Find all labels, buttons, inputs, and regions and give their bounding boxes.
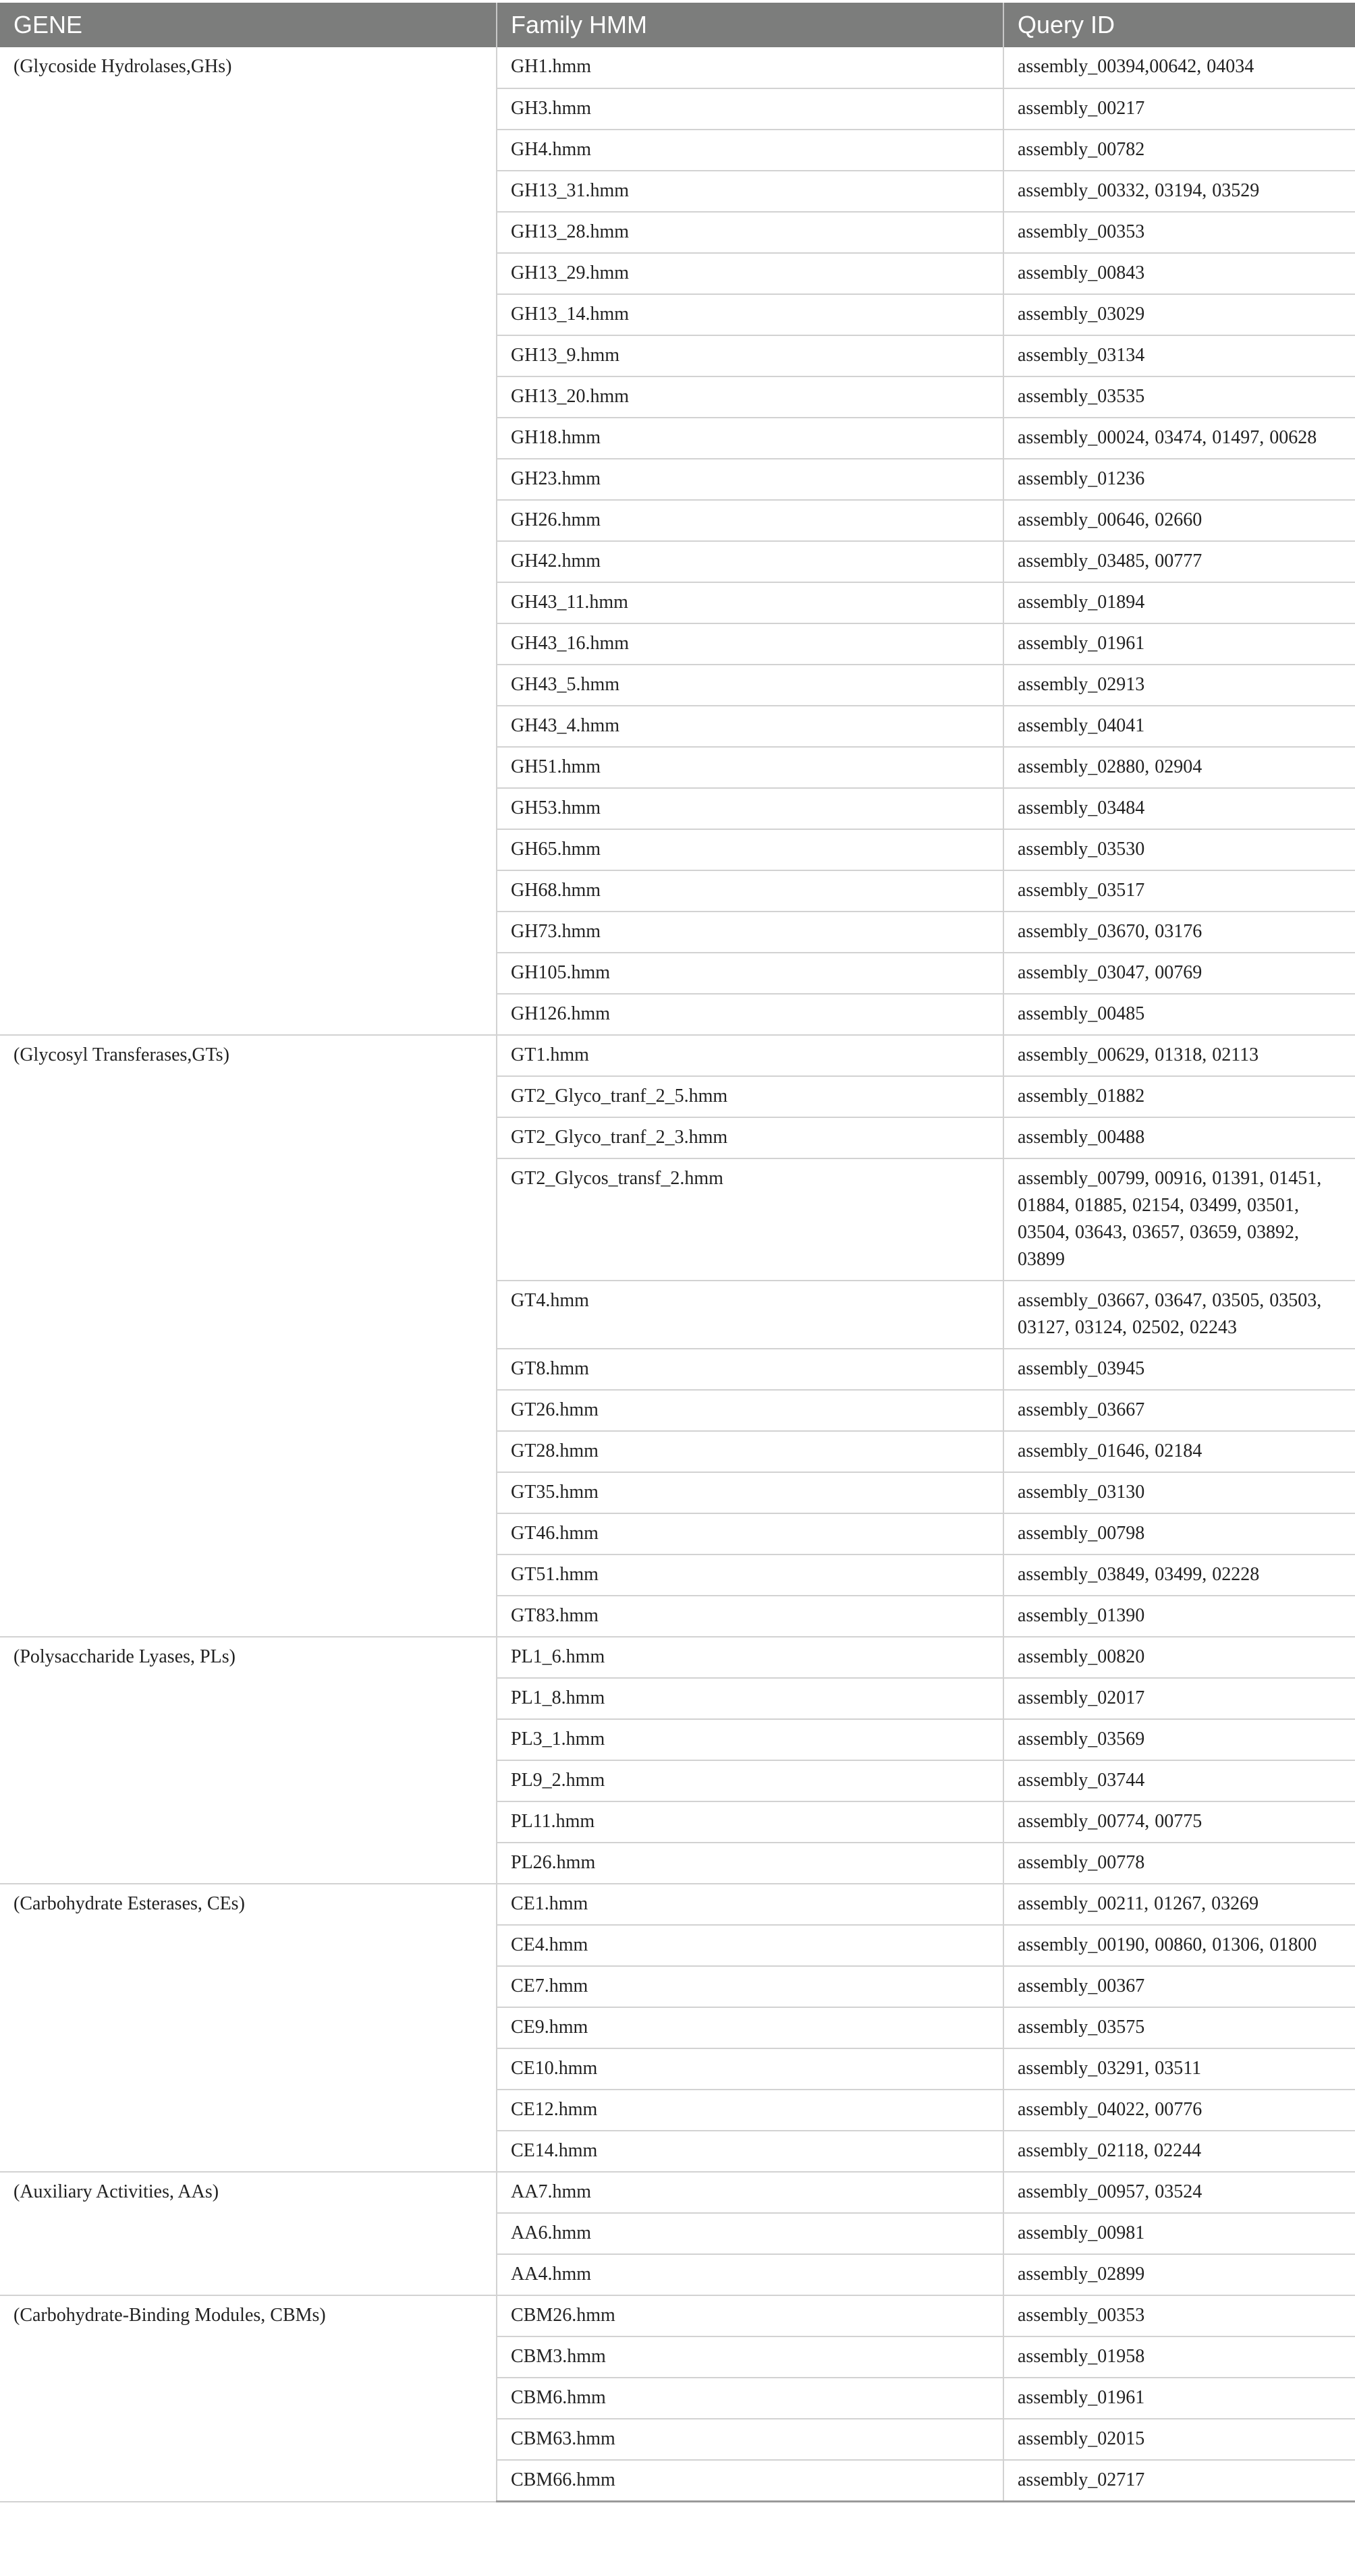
family-hmm-cell: CBM26.hmm — [497, 2295, 1003, 2336]
query-id-cell: assembly_00778 — [1003, 1843, 1355, 1884]
family-hmm-cell: GT4.hmm — [497, 1281, 1003, 1349]
family-hmm-cell: GT28.hmm — [497, 1431, 1003, 1472]
family-hmm-cell: GH13_28.hmm — [497, 212, 1003, 253]
query-id-cell: assembly_03130 — [1003, 1472, 1355, 1513]
gene-category-cell: (Auxiliary Activities, AAs) — [0, 2172, 497, 2295]
query-id-cell: assembly_03029 — [1003, 294, 1355, 335]
table-body — [0, 47, 1355, 2502]
family-hmm-cell: CBM3.hmm — [497, 2336, 1003, 2378]
family-hmm-cell: GH43_11.hmm — [497, 582, 1003, 623]
query-id-cell: assembly_03670, 03176 — [1003, 912, 1355, 953]
query-id-cell: assembly_02899 — [1003, 2254, 1355, 2295]
table-row — [0, 1637, 1355, 1678]
family-hmm-cell: PL11.hmm — [497, 1801, 1003, 1843]
query-id-cell: assembly_00820 — [1003, 1637, 1355, 1678]
header-row — [0, 3, 1355, 47]
family-hmm-cell: GH13_20.hmm — [497, 376, 1003, 418]
query-id-cell: assembly_00394,00642, 04034 — [1003, 47, 1355, 88]
family-hmm-cell: CE1.hmm — [497, 1884, 1003, 1925]
query-id-cell: assembly_01236 — [1003, 459, 1355, 500]
query-id-cell: assembly_00190, 00860, 01306, 01800 — [1003, 1925, 1355, 1966]
query-id-cell: assembly_03945 — [1003, 1349, 1355, 1390]
header-query-id: Query ID — [1003, 3, 1355, 47]
query-id-cell: assembly_03530 — [1003, 829, 1355, 870]
family-hmm-cell: GT46.hmm — [497, 1513, 1003, 1555]
gene-category-cell: (Polysaccharide Lyases, PLs) — [0, 1637, 497, 1884]
query-id-cell: assembly_00782 — [1003, 130, 1355, 171]
query-id-cell: assembly_00799, 00916, 01391, 01451, 01884, 01885, 02154, 03499, 03501, 03504, 03643, 03657, 03659, 03892, 03899 — [1003, 1158, 1355, 1281]
query-id-cell: assembly_02880, 02904 — [1003, 747, 1355, 788]
gene-category-cell: (Glycoside Hydrolases,GHs) — [0, 47, 497, 1035]
family-hmm-cell: CE4.hmm — [497, 1925, 1003, 1966]
family-hmm-cell: GH13_29.hmm — [497, 253, 1003, 294]
family-hmm-cell: GT2_Glyco_tranf_2_3.hmm — [497, 1117, 1003, 1158]
query-id-cell: assembly_00488 — [1003, 1117, 1355, 1158]
query-id-cell: assembly_01894 — [1003, 582, 1355, 623]
query-id-cell: assembly_00485 — [1003, 994, 1355, 1035]
family-hmm-cell: GT35.hmm — [497, 1472, 1003, 1513]
query-id-cell: assembly_03575 — [1003, 2007, 1355, 2048]
query-id-cell: assembly_03485, 00777 — [1003, 541, 1355, 582]
family-hmm-cell: GT51.hmm — [497, 1555, 1003, 1596]
query-id-cell: assembly_03517 — [1003, 870, 1355, 912]
family-hmm-cell: AA4.hmm — [497, 2254, 1003, 2295]
query-id-cell: assembly_03047, 00769 — [1003, 953, 1355, 994]
query-id-cell: assembly_01961 — [1003, 2378, 1355, 2419]
gene-category-cell: (Glycosyl Transferases,GTs) — [0, 1035, 497, 1637]
family-hmm-cell: AA7.hmm — [497, 2172, 1003, 2213]
gene-category-cell: (Carbohydrate-Binding Modules, CBMs) — [0, 2295, 497, 2502]
query-id-cell: assembly_00774, 00775 — [1003, 1801, 1355, 1843]
family-hmm-cell: GT2_Glycos_transf_2.hmm — [497, 1158, 1003, 1281]
query-id-cell: assembly_01958 — [1003, 2336, 1355, 2378]
header-gene: GENE — [0, 3, 497, 47]
family-hmm-cell: CE12.hmm — [497, 2090, 1003, 2131]
family-hmm-cell: GH53.hmm — [497, 788, 1003, 829]
family-hmm-cell: GT1.hmm — [497, 1035, 1003, 1076]
family-hmm-cell: CBM63.hmm — [497, 2419, 1003, 2460]
query-id-cell: assembly_00332, 03194, 03529 — [1003, 171, 1355, 212]
query-id-cell: assembly_02015 — [1003, 2419, 1355, 2460]
family-hmm-cell: GH65.hmm — [497, 829, 1003, 870]
family-hmm-cell: GH18.hmm — [497, 418, 1003, 459]
table-container — [0, 3, 1355, 2502]
query-id-cell: assembly_00024, 03474, 01497, 00628 — [1003, 418, 1355, 459]
query-id-cell: assembly_02017 — [1003, 1678, 1355, 1719]
query-id-cell: assembly_01390 — [1003, 1596, 1355, 1637]
family-hmm-cell: GT26.hmm — [497, 1390, 1003, 1431]
query-id-cell: assembly_00353 — [1003, 2295, 1355, 2336]
family-hmm-cell: PL3_1.hmm — [497, 1719, 1003, 1760]
family-hmm-cell: GT8.hmm — [497, 1349, 1003, 1390]
family-hmm-cell: PL1_8.hmm — [497, 1678, 1003, 1719]
family-hmm-cell: PL9_2.hmm — [497, 1760, 1003, 1801]
family-hmm-cell: AA6.hmm — [497, 2213, 1003, 2254]
query-id-cell: assembly_03291, 03511 — [1003, 2048, 1355, 2090]
query-id-cell: assembly_00957, 03524 — [1003, 2172, 1355, 2213]
query-id-cell: assembly_00646, 02660 — [1003, 500, 1355, 541]
query-id-cell: assembly_04022, 00776 — [1003, 2090, 1355, 2131]
table-header — [0, 3, 1355, 47]
family-hmm-cell: GH68.hmm — [497, 870, 1003, 912]
family-hmm-cell: CE7.hmm — [497, 1966, 1003, 2007]
table-row — [0, 1035, 1355, 1076]
family-hmm-cell: GH26.hmm — [497, 500, 1003, 541]
query-id-cell: assembly_00981 — [1003, 2213, 1355, 2254]
family-hmm-cell: PL1_6.hmm — [497, 1637, 1003, 1678]
family-hmm-cell: GH105.hmm — [497, 953, 1003, 994]
query-id-cell: assembly_00629, 01318, 02113 — [1003, 1035, 1355, 1076]
family-hmm-cell: GH4.hmm — [497, 130, 1003, 171]
family-hmm-cell: GH126.hmm — [497, 994, 1003, 1035]
query-id-cell: assembly_03134 — [1003, 335, 1355, 376]
query-id-cell: assembly_03849, 03499, 02228 — [1003, 1555, 1355, 1596]
family-hmm-cell: CE10.hmm — [497, 2048, 1003, 2090]
query-id-cell: assembly_02913 — [1003, 665, 1355, 706]
table-row — [0, 1884, 1355, 1925]
family-hmm-cell: CBM6.hmm — [497, 2378, 1003, 2419]
family-hmm-cell: GT2_Glyco_tranf_2_5.hmm — [497, 1076, 1003, 1117]
family-hmm-cell: GH51.hmm — [497, 747, 1003, 788]
family-hmm-cell: CE14.hmm — [497, 2131, 1003, 2172]
family-hmm-cell: GH73.hmm — [497, 912, 1003, 953]
family-hmm-cell: GH13_31.hmm — [497, 171, 1003, 212]
query-id-cell: assembly_00798 — [1003, 1513, 1355, 1555]
query-id-cell: assembly_03667 — [1003, 1390, 1355, 1431]
query-id-cell: assembly_02118, 02244 — [1003, 2131, 1355, 2172]
query-id-cell: assembly_00353 — [1003, 212, 1355, 253]
query-id-cell: assembly_01646, 02184 — [1003, 1431, 1355, 1472]
query-id-cell: assembly_03569 — [1003, 1719, 1355, 1760]
query-id-cell: assembly_02717 — [1003, 2460, 1355, 2502]
family-hmm-cell: CBM66.hmm — [497, 2460, 1003, 2502]
family-hmm-cell: GH23.hmm — [497, 459, 1003, 500]
query-id-cell: assembly_03667, 03647, 03505, 03503, 03127, 03124, 02502, 02243 — [1003, 1281, 1355, 1349]
family-hmm-cell: GH1.hmm — [497, 47, 1003, 88]
table-row — [0, 47, 1355, 88]
query-id-cell: assembly_03535 — [1003, 376, 1355, 418]
family-hmm-cell: GH13_9.hmm — [497, 335, 1003, 376]
query-id-cell: assembly_01882 — [1003, 1076, 1355, 1117]
query-id-cell: assembly_04041 — [1003, 706, 1355, 747]
header-family-hmm: Family HMM — [497, 3, 1003, 47]
query-id-cell: assembly_03484 — [1003, 788, 1355, 829]
family-hmm-cell: GH43_16.hmm — [497, 623, 1003, 665]
table-row — [0, 2295, 1355, 2336]
query-id-cell: assembly_00367 — [1003, 1966, 1355, 2007]
family-hmm-cell: GT83.hmm — [497, 1596, 1003, 1637]
family-hmm-cell: PL26.hmm — [497, 1843, 1003, 1884]
family-hmm-cell: GH43_5.hmm — [497, 665, 1003, 706]
query-id-cell: assembly_00211, 01267, 03269 — [1003, 1884, 1355, 1925]
query-id-cell: assembly_00843 — [1003, 253, 1355, 294]
query-id-cell: assembly_00217 — [1003, 88, 1355, 130]
cazyme-table — [0, 3, 1355, 2502]
query-id-cell: assembly_03744 — [1003, 1760, 1355, 1801]
table-row — [0, 2172, 1355, 2213]
family-hmm-cell: GH43_4.hmm — [497, 706, 1003, 747]
family-hmm-cell: CE9.hmm — [497, 2007, 1003, 2048]
family-hmm-cell: GH3.hmm — [497, 88, 1003, 130]
family-hmm-cell: GH13_14.hmm — [497, 294, 1003, 335]
family-hmm-cell: GH42.hmm — [497, 541, 1003, 582]
query-id-cell: assembly_01961 — [1003, 623, 1355, 665]
gene-category-cell: (Carbohydrate Esterases, CEs) — [0, 1884, 497, 2172]
